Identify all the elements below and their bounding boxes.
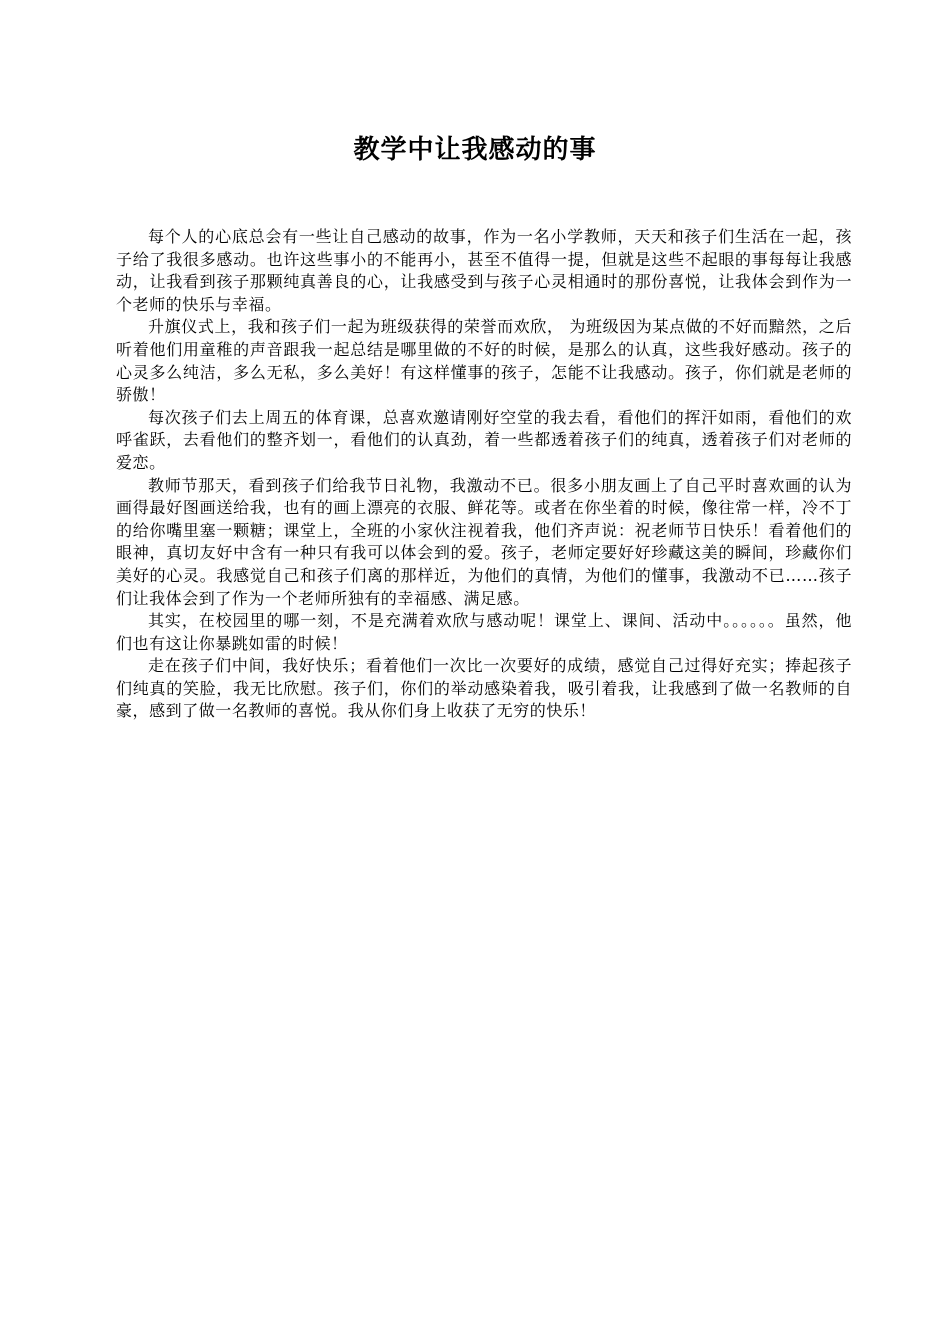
paragraph-4: 教师节那天，看到孩子们给我节日礼物，我激动不已。很多小朋友画上了自己平时喜欢画的认为画得最好图画送给我，也有的画上漂亮的衣服、鲜花等。或者在你坐着的时候，像往常一样，冷不丁的给你嘴里塞一颗糖；课堂上，全班的小家伙注视着我，他们齐声说：祝老师节日快乐！看着他们的眼神，真切友好中含有一种只有我可以体会到的爱。孩子，老师定要好好珍藏这美的瞬间，珍藏你们美好的心灵。我感觉自己和孩子们离的那样近，为他们的真情，为他们的懂事，我激动不已……孩子们让我体会到了作为一个老师所独有的幸福感、满足感。	[116, 475, 852, 608]
paragraph-6: 走在孩子们中间，我好快乐；看着他们一次比一次要好的成绩，感觉自己过得好充实；捧起孩子们纯真的笑脸，我无比欣慰。孩子们，你们的举动感染着我，吸引着我，让我感到了做一名教师的自豪，感到了做一名教师的喜悦。我从你们身上收获了无穷的快乐！	[116, 656, 852, 721]
paragraph-3: 每次孩子们去上周五的体育课，总喜欢邀请刚好空堂的我去看，看他们的挥汗如雨，看他们的欢呼雀跃，去看他们的整齐划一，看他们的认真劲，着一些都透着孩子们的纯真，透着孩子们对老师的爱恋。	[116, 407, 852, 472]
paragraph-1: 每个人的心底总会有一些让自己感动的故事，作为一名小学教师，天天和孩子们生活在一起，孩子给了我很多感动。也许这些事小的不能再小，甚至不值得一提，但就是这些不起眼的事每每让我感动，让我看到孩子那颗纯真善良的心，让我感受到与孩子心灵相通时的那份喜悦，让我体会到作为一个老师的快乐与幸福。	[116, 227, 852, 314]
paragraph-5: 其实，在校园里的哪一刻，不是充满着欢欣与感动呢！课堂上、课间、活动中。。。。。。虽然，他们也有这让你暴跳如雷的时候！	[116, 611, 852, 653]
paragraph-2: 升旗仪式上，我和孩子们一起为班级获得的荣誉而欢欣， 为班级因为某点做的不好而黯然，之后听着他们用童稚的声音跟我一起总结是哪里做的不好的时候，是那么的认真，这些我好感动。孩子的心灵多么纯洁，多么无私，多么美好！有这样懂事的孩子，怎能不让我感动。孩子，你们就是老师的骄傲！	[116, 317, 852, 405]
document-body	[116, 226, 852, 723]
document-title: 教学中让我感动的事	[353, 135, 597, 165]
